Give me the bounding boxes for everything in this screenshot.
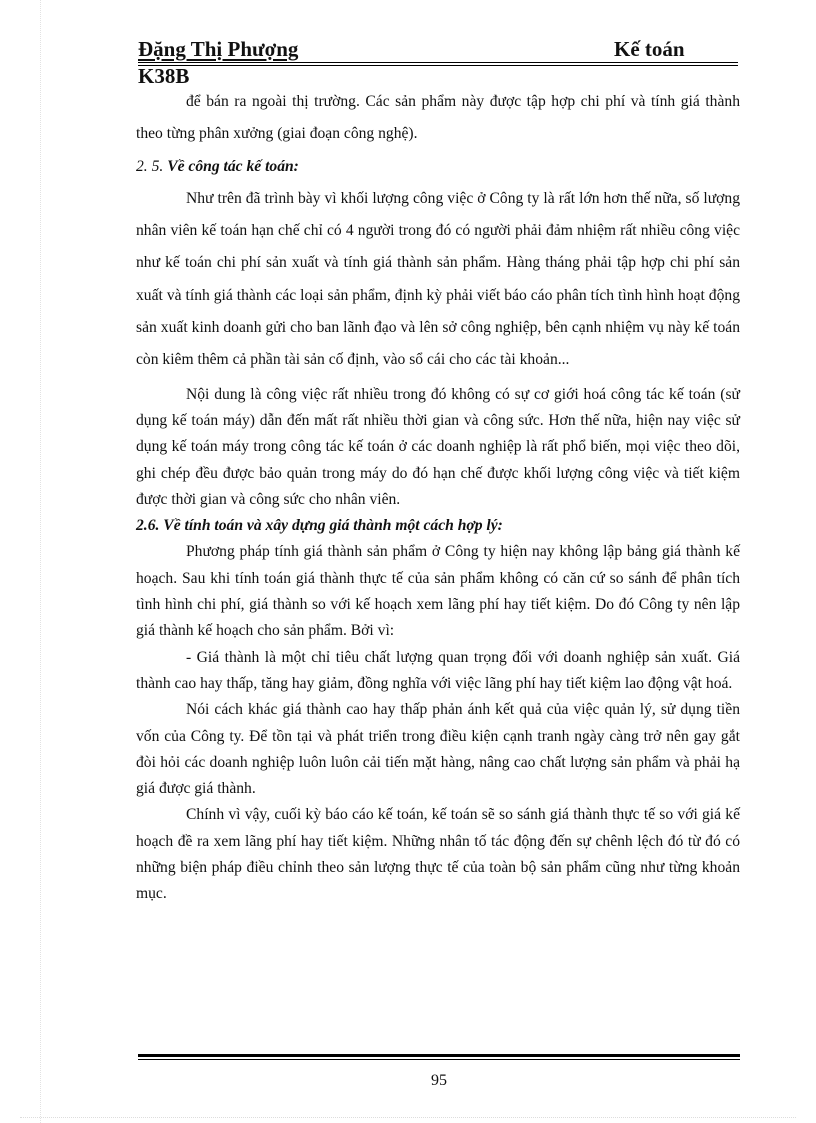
footer-rule <box>138 1054 740 1057</box>
header-row <box>138 36 738 64</box>
department-label: Kế toán <box>614 37 685 61</box>
page-footer <box>138 1054 740 1090</box>
paragraph-method: Phương pháp tính giá thành sản phẩm ở Công ty hiện nay không lập bảng giá thành kế hoạch. Sau khi tính toán giá thành thực tế của sản phẩm không có căn cứ so sánh để phân tích tình hình chi phí, giá thành so với kế hoạch xem lãng phí hay tiết kiệm. Do đó Công ty nên lập giá thành kế hoạch cho sản phẩm. Bởi vì: <box>136 543 740 640</box>
class-code: K38B <box>138 64 190 88</box>
paragraph-reflects: Nói cách khác giá thành cao hay thấp phản ánh kết quả của việc quản lý, sử dụng tiền vốn của Công ty. Để tồn tại và phát triển trong điều kiện cạnh tranh ngày càng trở nên gay gắt đòi hỏi các doanh nghiệp luôn luôn cải tiến mặt hàng, nâng cao chất lượng sản phẩm và phải hạ giá được giá thành. <box>136 701 740 798</box>
section-heading-2-6: 2.6. Về tính toán và xây dựng giá thành một cách hợp lý: <box>136 517 503 535</box>
header-rule-secondary <box>138 65 738 66</box>
paragraph-therefore: Chính vì vậy, cuối kỳ báo cáo kế toán, kế toán sẽ so sánh giá thành thực tế so với giá kế hoạch đề ra xem lãng phí hay tiết kiệm. Những nhân tố tác động đến sự chênh lệch đó từ đó có những biện pháp điều chỉnh theo sản lượng thực tế của toàn bộ sản phẩm cũng như từng khoản mục. <box>136 806 740 903</box>
header-rule <box>138 62 738 63</box>
paragraph-bullet: - Giá thành là một chỉ tiêu chất lượng quan trọng đối với doanh nghiệp sản xuất. Giá thành cao hay thấp, tăng hay giảm, đồng nghĩa với việc lãng phí hay tiết kiệm lao động vật hoá. <box>136 648 740 692</box>
author-name: Đặng Thị Phượng <box>138 37 299 61</box>
footer-rule-secondary <box>138 1059 740 1060</box>
page-bottom-guide <box>20 1117 796 1118</box>
page-number: 95 <box>431 1072 447 1089</box>
section-heading-2-5 <box>136 151 740 183</box>
section-number: 2. 5. <box>136 157 164 175</box>
page-header <box>138 36 738 88</box>
paragraph-mechanization: Nội dung là công việc rất nhiều trong đó không có sự cơ giới hoá công tác kế toán (sử dụng kế toán máy) dẫn đến mất rất nhiều thời gian và công sức. Hơn thế nữa, hiện nay việc sử dụng kế toán máy trong công tác kế toán ở các doanh nghiệp là rất phổ biến, mọi việc theo dõi, ghi chép đều được bảo quản trong máy do đó hạn chế được khối lượng công việc và tiết kiệm được thời gian và công sức cho nhân viên. <box>136 385 740 508</box>
paragraph-workload: Như trên đã trình bày vì khối lượng công việc ở Công ty là rất lớn hơn thế nữa, số lượng nhân viên kế toán hạn chế chỉ có 4 người trong đó có người phải đảm nhiệm rất nhiều công việc như kế toán chi phí sản xuất và tính giá thành sản phẩm. Hàng tháng phải tập hợp chi phí sản xuất và tính giá thành các loại sản phẩm, định kỳ phải viết báo cáo phân tích tình hình hoạt động sản xuất kinh doanh gửi cho ban lãnh đạo và lên sở công nghiệp, bên cạnh nhiệm vụ này kế toán còn kiêm thêm cả phần tài sản cố định, vào sổ cái cho các tài khoản... <box>136 189 740 369</box>
section-title: Về công tác kế toán: <box>167 157 299 175</box>
document-body <box>136 86 740 908</box>
paragraph-continuation: để bán ra ngoài thị trường. Các sản phẩm này được tập hợp chi phí và tính giá thành theo từng phân xưởng (giai đoạn công nghệ). <box>136 93 740 143</box>
page-margin-guide <box>40 0 41 1123</box>
